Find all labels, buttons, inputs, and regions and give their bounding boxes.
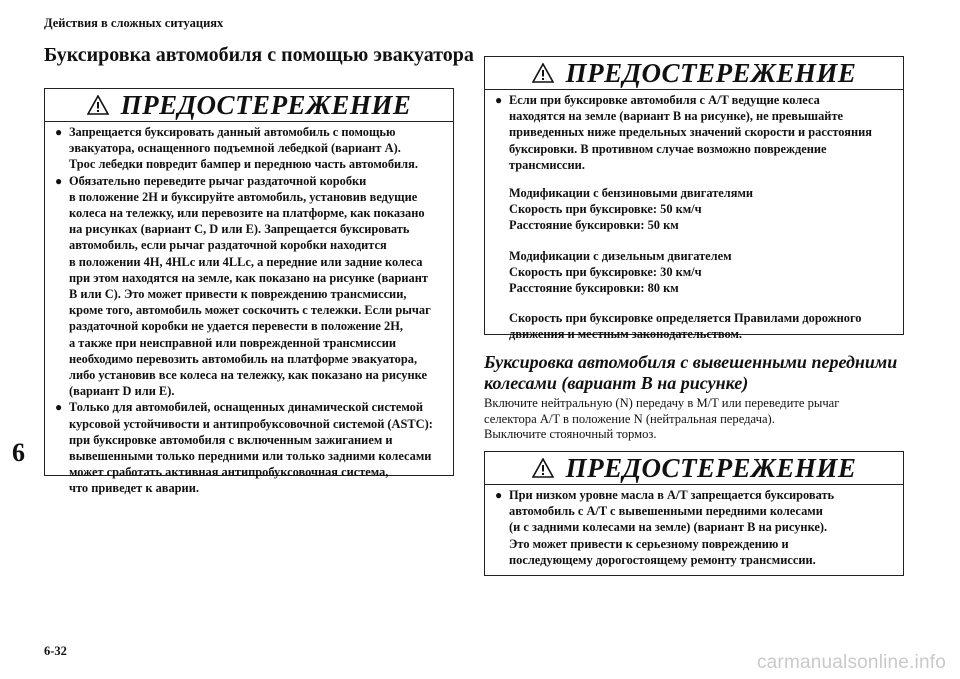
- diesel-limits: Модификации с дизельным двигателем Скорость при буксировке: 30 км/ч Расстояние буксировки: 80 км: [509, 248, 732, 296]
- warning-heading: ПРЕДОСТЕРЕЖЕНИЕ: [565, 57, 857, 88]
- warning-header: [485, 57, 903, 90]
- warning-heading: ПРЕДОСТЕРЕЖЕНИЕ: [565, 452, 857, 483]
- para-line1: Включите нейтральную (N) передачу в M/T или переведите рычаг: [484, 396, 840, 410]
- warning-body: [45, 122, 453, 503]
- warning-box-right-bottom: [484, 451, 904, 576]
- warning-item: [495, 92, 895, 173]
- section-title-line2: колесами (вариант В на рисунке): [484, 373, 749, 393]
- bullet-icon: ●: [55, 173, 63, 188]
- warning-item-text: Если при буксировке автомобиля с А/T ведущие колеса находятся на земле (вариант В на рисунке), не превышайте приведенных ниже предельных значений скорости и расстояния буксировки. В противном случае возможно повреждение трансмиссии.: [509, 93, 872, 172]
- warning-body: [485, 90, 903, 349]
- warning-triangle-icon: [532, 458, 554, 478]
- section-header: Действия в сложных ситуациях: [44, 16, 224, 30]
- bullet-icon: ●: [495, 93, 503, 107]
- warning-item: [55, 124, 445, 173]
- warning-item-text: При низком уровне масла в A/T запрещается буксировать автомобиль с A/T с вывешенными передними колесами (и с задними колесами на земле) (вариант В на рисунке). Это может привести к серьезному повреждению и последующему дорогостоящему ремонту трансмиссии.: [509, 488, 835, 567]
- warning-body: [485, 485, 903, 574]
- chapter-tab: 6: [12, 438, 25, 467]
- page-number: 6-32: [44, 644, 67, 658]
- warning-item-text: Запрещается буксировать данный автомобиль с помощью эвакуатора, оснащенного подъемной лебедкой (вариант А). Трос лебедки повредит бампер и переднюю часть автомобиля.: [69, 125, 418, 172]
- bullet-icon: ●: [55, 125, 63, 139]
- warning-box-right-top: [484, 56, 904, 342]
- para-line2: селектора A/T в положение N (нейтральная передача).: [484, 411, 775, 426]
- warning-box-left: [44, 88, 454, 496]
- warning-header: [485, 452, 903, 485]
- section-paragraph: [484, 396, 904, 443]
- towing-section: [484, 352, 904, 443]
- warning-triangle-icon: [532, 63, 554, 83]
- bullet-icon: ●: [55, 400, 63, 415]
- page-title: Буксировка автомобиля с помощью эвакуатора: [44, 44, 474, 66]
- bullet-icon: ●: [495, 488, 503, 502]
- warning-item-text: Только для автомобилей, оснащенных динамической системой курсовой устойчивости и антипробуксовочной системой (ASTC): при буксировке автомобиля с включенным зажиганием и вывешенными только передними или только задними колесами может сработать активная антипробуксовочная система, что приведет к аварии.: [69, 400, 433, 496]
- rules-note: Скорость при буксировке определяется Правилами дорожного движения и местным законодательством.: [509, 311, 862, 342]
- warning-item-text: Обязательно переведите рычаг раздаточной коробки в положение 2H и буксируйте автомобиль, установив ведущие колеса на тележку, или перевозите на платформе, как показано на рисунках (вариант C, D или E). Запрещается буксировать автомобиль, если рычаг раздаточной коробки находится в положении 4H, 4HLc или 4LLc, а передние или задние колеса при этом находятся на земле, как показано на рисунке (вариант B или C). Это может привести к повреждению трансмиссии, кроме того, автомобиль может соскочить с тележки. Если рычаг раздаточной коробки не удается перевести в положение 2H, а также при неисправной или поврежденной трансмиссии необходимо перевозить автомобиль на платформе эвакуатора, либо установив все колеса на тележку, как показано на рисунке (вариант D или E).: [69, 173, 431, 399]
- warning-header: [45, 89, 453, 122]
- section-title: [484, 352, 904, 394]
- petrol-limits: Модификации с бензиновыми двигателями Скорость при буксировке: 50 км/ч Расстояние буксировки: 50 км: [509, 186, 754, 233]
- section-title-line1: Буксировка автомобиля с вывешенными передними: [484, 352, 898, 372]
- watermark: carmanualsonline.info: [756, 652, 946, 673]
- warning-triangle-icon: [87, 95, 109, 115]
- warning-item: [55, 399, 445, 496]
- warning-item: [55, 173, 445, 400]
- warning-item: [495, 487, 895, 568]
- para-line3: Выключите стояночный тормоз.: [484, 427, 657, 442]
- warning-heading: ПРЕДОСТЕРЕЖЕНИЕ: [120, 89, 412, 120]
